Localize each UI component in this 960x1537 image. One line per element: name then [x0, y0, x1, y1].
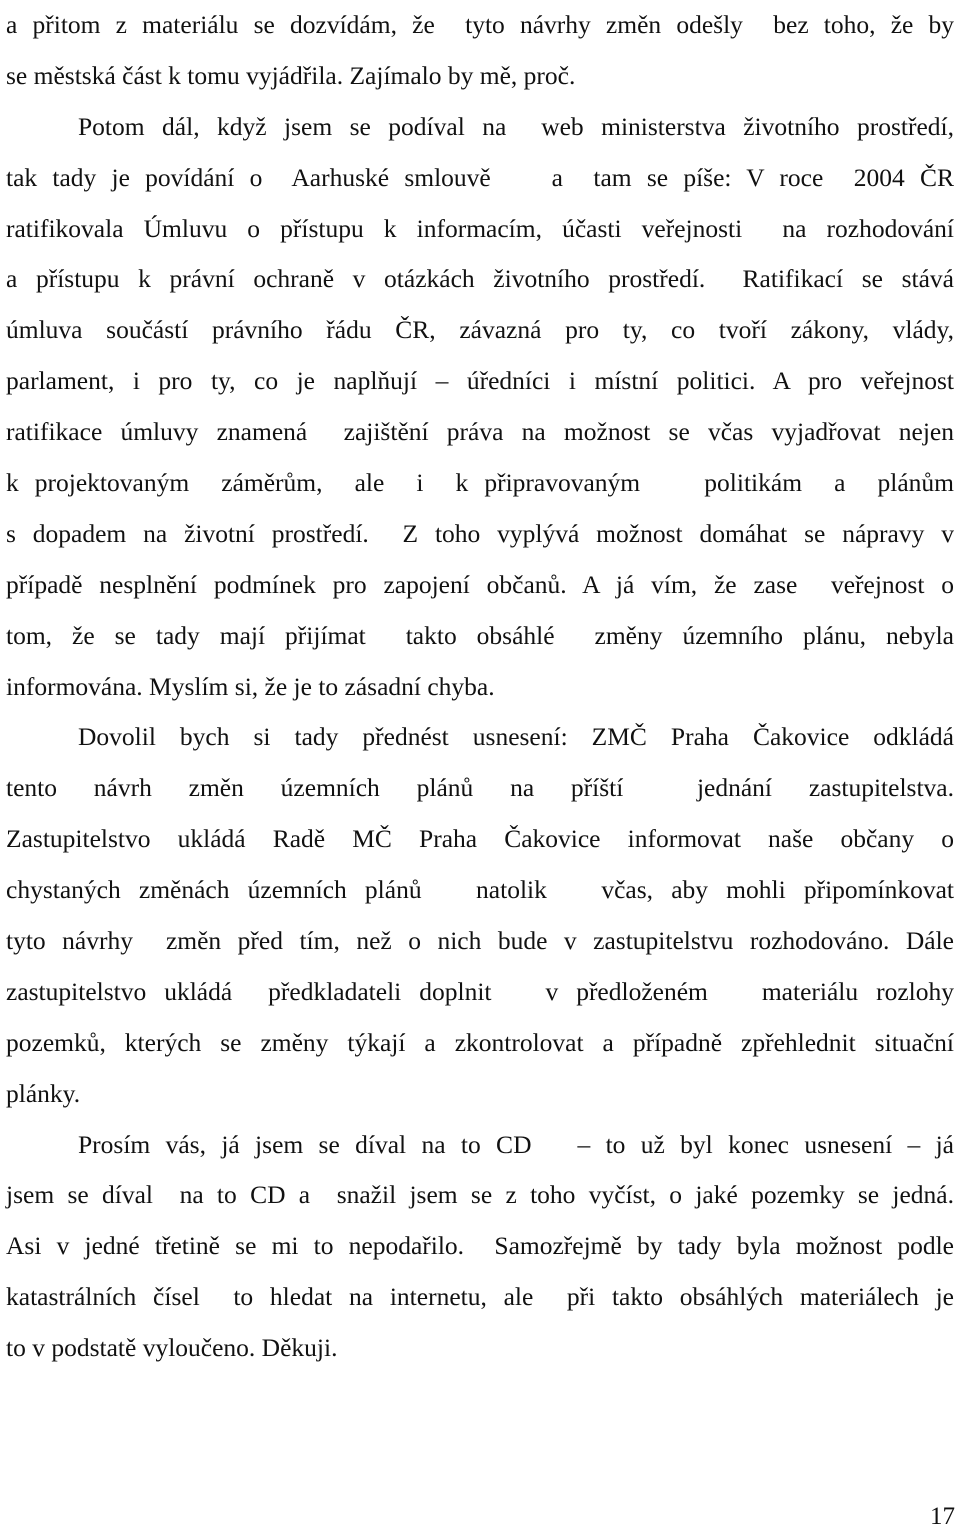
text-line: s dopadem na životní prostředí. Z toho vyplývá možnost domáhat se nápravy v	[6, 518, 954, 548]
page-number: 17	[930, 1503, 955, 1530]
text-line: k projektovaným záměrům, ale i k připravovaným politikám a plánům	[6, 468, 954, 498]
text-line: tyto návrhy změn před tím, než o nich bude v zastupitelstvu rozhodováno. Dále	[6, 926, 954, 956]
text-line: případě nesplnění podmínek pro zapojení občanů. A já vím, že zase veřejnost o	[6, 569, 954, 599]
text-line: jsem se díval na to CD a snažil jsem se z toho vyčíst, o jaké pozemky se jedná.	[6, 1180, 954, 1210]
text-line: a přístupu k právní ochraně v otázkách životního prostředí. Ratifikací se stává	[6, 264, 954, 294]
text-line: informována. Myslím si, že je to zásadní chyba.	[6, 671, 495, 701]
text-line: Asi v jedné třetině se mi to nepodařilo. Samozřejmě by tady byla možnost podle	[6, 1231, 954, 1261]
text-line: Potom dál, když jsem se podíval na web ministerstva životního prostředí,	[78, 111, 954, 141]
text-line: Prosím vás, já jsem se díval na to CD – to už byl konec usnesení – já	[78, 1129, 954, 1159]
text-line: pozemků, kterých se změny týkají a zkontrolovat a případně zpřehlednit situační	[6, 1027, 954, 1057]
text-line: plánky.	[6, 1078, 81, 1108]
text-line: se městská část k tomu vyjádřila. Zajímalo by mě, proč.	[6, 60, 576, 90]
text-line: ratifikace úmluvy znamená zajištění práva na možnost se včas vyjadřovat nejen	[6, 417, 954, 447]
text-line: katastrálních čísel to hledat na internetu, ale při takto obsáhlých materiálech je	[6, 1282, 954, 1312]
document-page	[6, 0, 954, 1374]
text-line: parlament, i pro ty, co je naplňují – úředníci i místní politici. A pro veřejnost	[6, 366, 954, 396]
text-line: a přitom z materiálu se dozvídám, že tyto návrhy změn odešly bez toho, že by	[6, 10, 954, 39]
text-line: ratifikovala Úmluvu o přístupu k informacím, účasti veřejnosti na rozhodování	[6, 213, 954, 243]
text-line: to v podstatě vyloučeno. Děkuji.	[6, 1333, 338, 1363]
text-line: chystaných změnách územních plánů natolik včas, aby mohli připomínkovat	[6, 875, 954, 905]
text-line: tak tady je povídání o Aarhuské smlouvě a tam se píše: V roce 2004 ČR	[6, 162, 954, 192]
text-line: úmluva součástí právního řádu ČR, závazná pro ty, co tvoří zákony, vlády,	[6, 315, 954, 345]
text-line: Dovolil bych si tady přednést usnesení: ZMČ Praha Čakovice odkládá	[78, 722, 954, 752]
text-line: Zastupitelstvo ukládá Radě MČ Praha Čakovice informovat naše občany o	[6, 824, 954, 854]
text-line: zastupitelstvo ukládá předkladateli doplnit v předloženém materiálu rozlohy	[6, 976, 954, 1006]
text-line: tom, že se tady mají přijímat takto obsáhlé změny územního plánu, nebyla	[6, 620, 954, 650]
text-line: tento návrh změn územních plánů na příští jednání zastupitelstva.	[6, 773, 954, 803]
